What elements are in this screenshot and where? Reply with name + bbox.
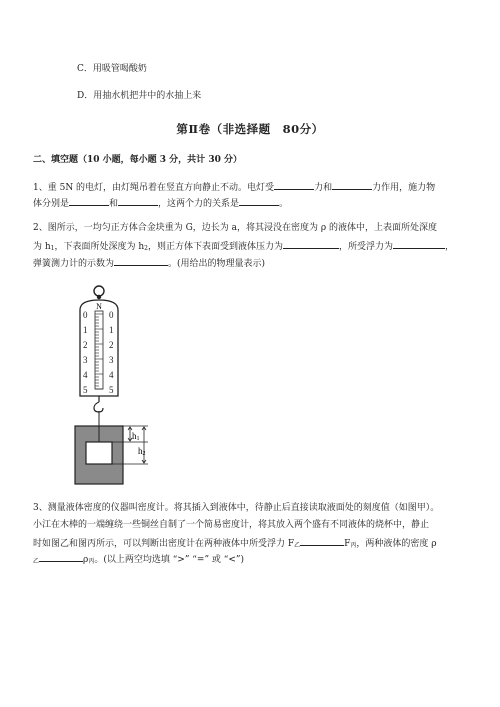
question-3-line-2: 小江在木棒的一端缠绕一些铜丝自制了一个简易密度计，将其放入两个盛有不同液体的烧杯中，静止 xyxy=(33,520,430,530)
scale-number-left: 3 xyxy=(83,355,88,365)
q2-text-4: ，则正方体下表面受到液体压力为 xyxy=(148,242,284,252)
scale-number-right: 5 xyxy=(109,385,114,395)
q1-blank-4[interactable] xyxy=(118,196,158,206)
q3-sub-4: 丙 xyxy=(88,558,95,565)
hook-icon xyxy=(94,402,103,412)
unit-letter: N xyxy=(96,302,102,311)
section-title: 第Ⅱ卷（非选择题 80分） xyxy=(176,122,324,136)
question-2-line-2 xyxy=(33,239,454,255)
label-h1: h1 xyxy=(132,431,140,442)
part-heading: 二、填空题（10 小题，每小题 3 分，共计 30 分） xyxy=(33,155,242,165)
question-3-line-3 xyxy=(33,536,437,552)
ring-knob xyxy=(97,295,101,299)
q1-text-3: 力作用，施力物 xyxy=(372,183,436,193)
q1-text-4: 体分别是 xyxy=(33,199,70,209)
q1-blank-3[interactable] xyxy=(69,196,109,206)
option-c: C．用吸管喝酸奶 xyxy=(77,64,147,74)
scale-number-left: 0 xyxy=(83,310,88,320)
q1-blank-5[interactable] xyxy=(239,196,279,206)
scale-number-right: 4 xyxy=(109,370,114,380)
scale-number-right: 2 xyxy=(109,340,114,350)
q3-sub-3: 乙 xyxy=(33,558,40,565)
question-1-line-1 xyxy=(33,180,435,194)
question-3-line-1: 3、测量液体密度的仪器叫密度计。将其插入到液体中，待静止后直接读取液面处的刻度值（如图甲）。 xyxy=(33,503,440,513)
scale-number-right: 3 xyxy=(109,355,114,365)
q2-text-8: 。(用给出的物理量表示) xyxy=(168,259,266,269)
q2-sub-1: 1 xyxy=(50,245,55,252)
label-h2: h2 xyxy=(138,446,146,457)
q2-text-2: 为 h xyxy=(33,242,51,252)
scale-number-right: 0 xyxy=(109,310,114,320)
question-1-line-2 xyxy=(33,196,288,210)
spring-scale-drawing xyxy=(66,284,166,494)
q3-text-4a: ρ xyxy=(83,555,89,565)
q3-text-4b: 。(以上两空均选填 “>” “=” 或 “<”) xyxy=(94,555,245,565)
scale-number-left: 1 xyxy=(83,325,88,335)
immersed-cube xyxy=(86,442,112,464)
q2-sub-2: 2 xyxy=(144,245,148,252)
q1-text-6: ，这两个力的关系是 xyxy=(158,199,240,209)
q1-text-2: 力和 xyxy=(314,183,333,193)
q1-blank-2[interactable] xyxy=(332,180,372,190)
question-2-line-1: 2、图所示，一均匀正方体合金块重为 G，边长为 a，将其浸没在密度为 ρ 的液体中，上表面所处深度 xyxy=(33,223,438,233)
q2-text-5: ，所受浮力为 xyxy=(339,242,394,252)
q3-text-3a: 时如图乙和图丙所示，可以判断出密度计在两种液体中所受浮力 F xyxy=(33,539,295,549)
scale-number-left: 5 xyxy=(83,385,88,395)
q3-blank-2[interactable] xyxy=(39,552,83,562)
scale-number-left: 2 xyxy=(83,340,88,350)
q3-blank-1[interactable] xyxy=(300,536,344,546)
q2-text-6: ， xyxy=(445,242,455,252)
ring-icon xyxy=(94,286,104,296)
q2-blank-2[interactable] xyxy=(393,239,445,249)
q3-text-3b: F xyxy=(344,539,351,549)
option-d: D．用抽水机把井中的水抽上来 xyxy=(77,91,202,101)
q1-blank-1[interactable] xyxy=(274,180,314,190)
q3-sub-2: 丙 xyxy=(350,542,357,549)
question-2-line-3 xyxy=(33,256,265,270)
scale-number-left: 4 xyxy=(83,370,88,380)
q1-text-1: 1、重 5N 的电灯，由灯绳吊着在竖直方向静止不动。电灯受 xyxy=(33,183,275,193)
q1-text-7: 。 xyxy=(279,199,289,209)
spring-scale-figure xyxy=(66,284,166,494)
q1-text-5: 和 xyxy=(109,199,119,209)
q2-blank-3[interactable] xyxy=(114,256,168,266)
q3-sub-1: 乙 xyxy=(294,542,301,549)
question-3-line-4 xyxy=(33,552,244,568)
q2-text-3: ，下表面所处深度为 h xyxy=(54,242,145,252)
scale-number-right: 1 xyxy=(109,325,114,335)
q2-text-7: 弹簧测力计的示数为 xyxy=(33,259,115,269)
q3-text-3c: ，两种液体的密度 ρ xyxy=(356,539,437,549)
q2-blank-1[interactable] xyxy=(283,239,339,249)
